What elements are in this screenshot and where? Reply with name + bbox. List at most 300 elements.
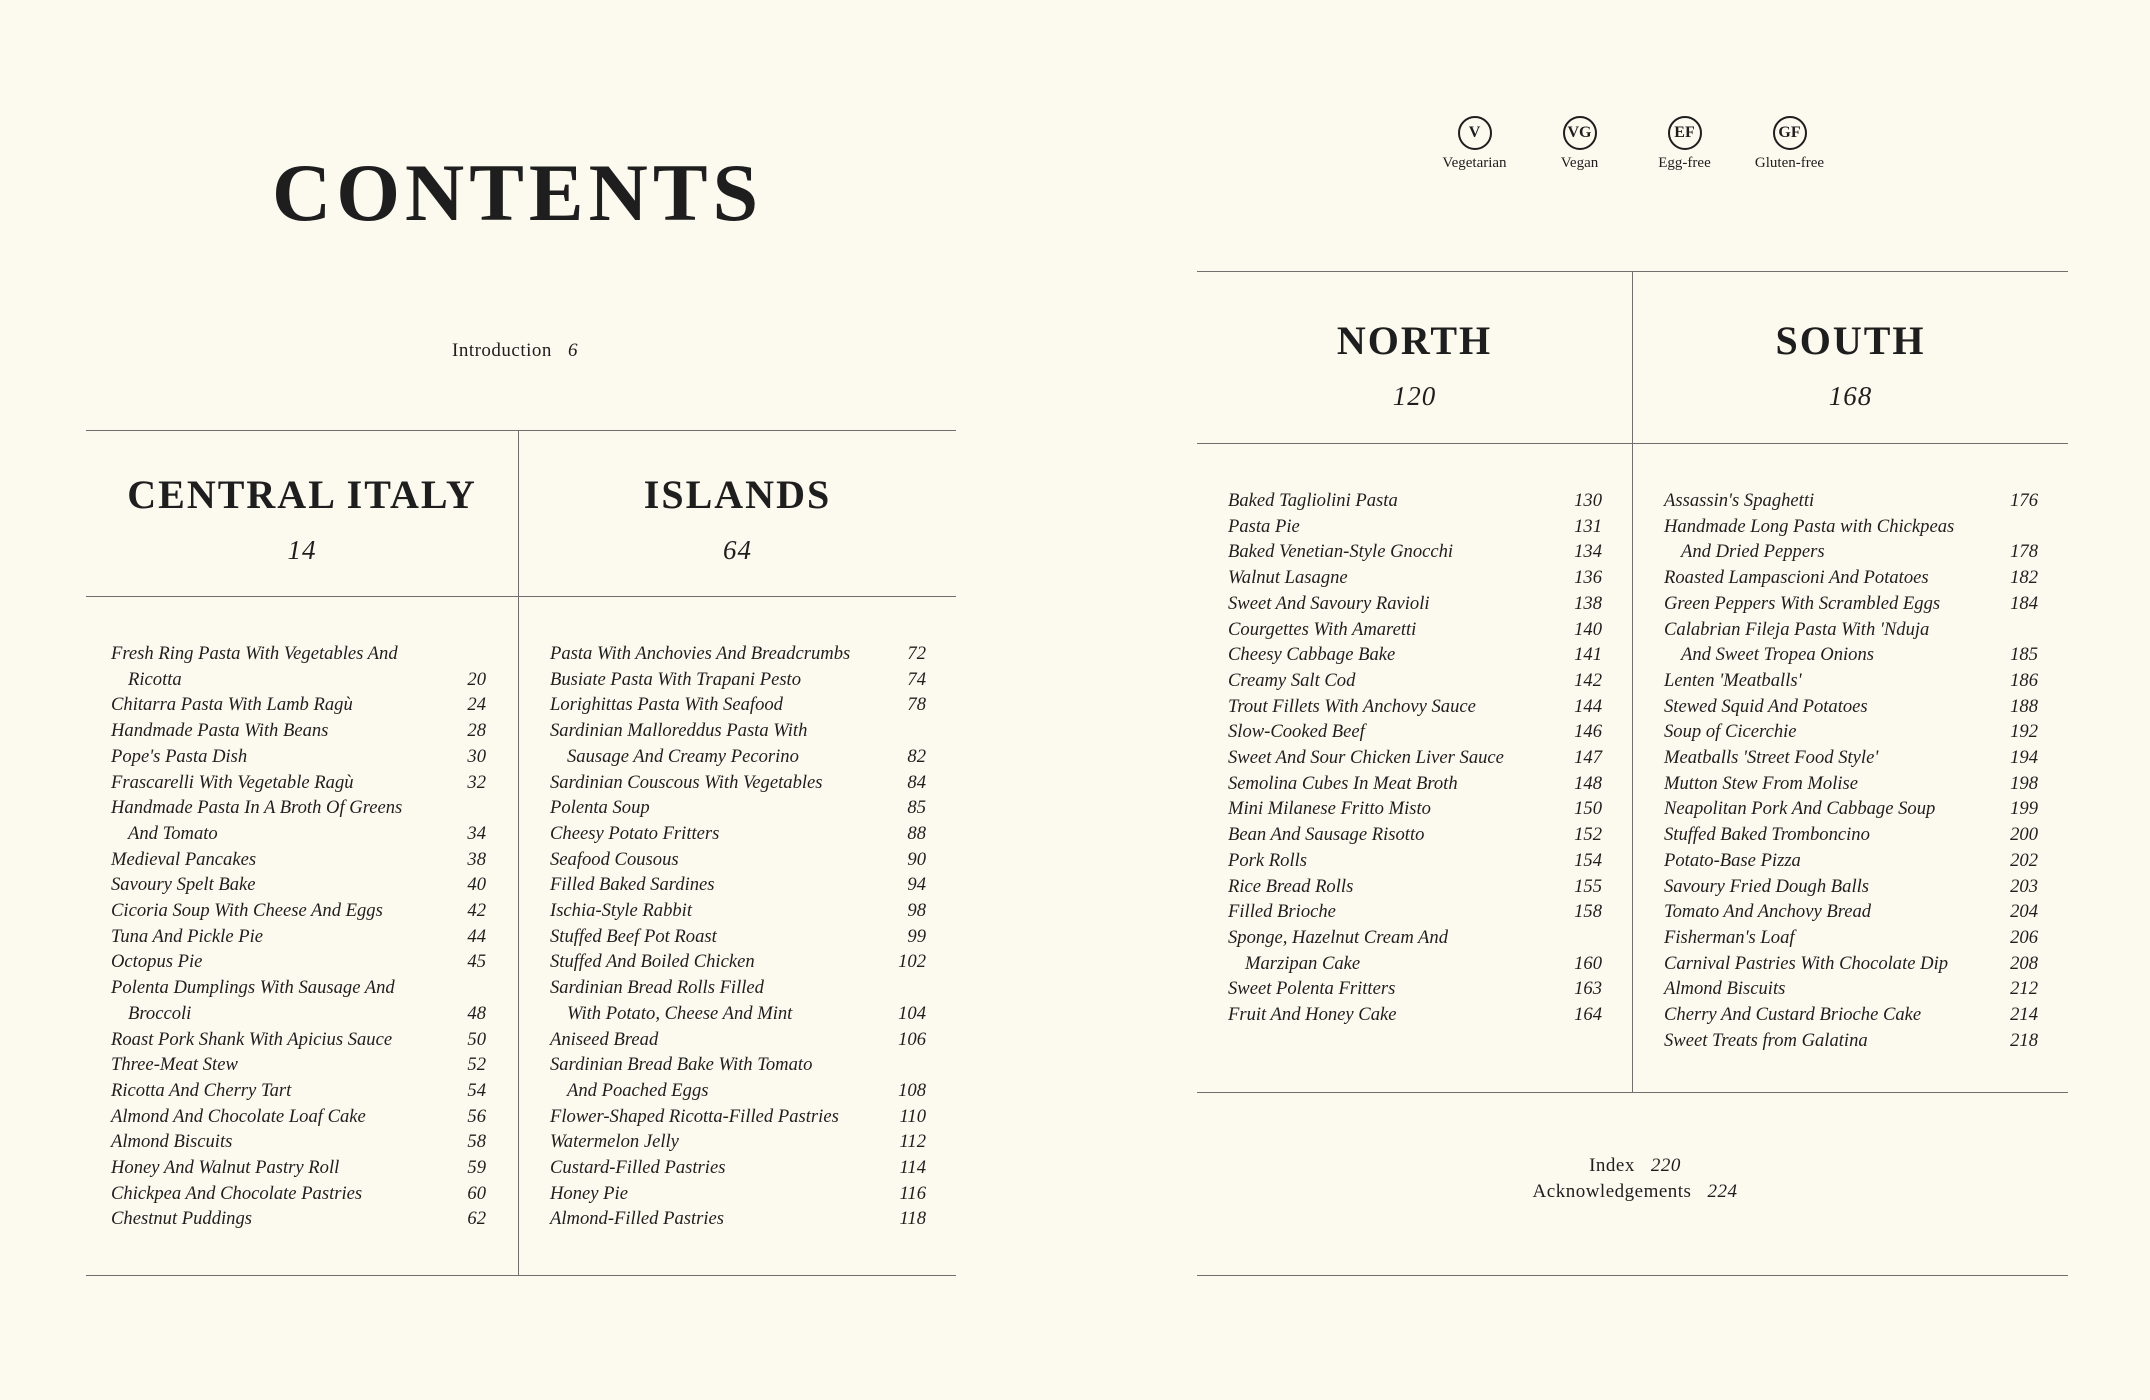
toc-entry[interactable]	[550, 1129, 926, 1155]
toc-entry-title-line: Stuffed Baked Tromboncino	[1664, 824, 1870, 846]
toc-entry-title	[1228, 617, 1572, 643]
section-header-central-italy[interactable]	[86, 472, 518, 566]
egg-free-icon: EF	[1668, 116, 1702, 150]
toc-link-introduction[interactable]	[452, 340, 578, 362]
toc-entry[interactable]	[1228, 822, 1602, 848]
toc-entry-title-line: Sardinian Bread Bake With Tomato	[550, 1054, 813, 1076]
introduction-label: Introduction	[452, 340, 552, 361]
toc-entry-page: 106	[898, 1028, 926, 1050]
toc-entry[interactable]	[1664, 976, 2038, 1002]
toc-entry-title	[111, 1155, 456, 1181]
toc-entry-page: 54	[467, 1079, 486, 1101]
toc-entry[interactable]	[550, 1155, 926, 1181]
vegetarian-icon: V	[1458, 116, 1492, 150]
toc-entry-title-line: Filled Baked Sardines	[550, 874, 715, 896]
toc-entry-title-line: Carnival Pastries With Chocolate Dip	[1664, 952, 1949, 974]
toc-entry-title-line: Filled Brioche	[1228, 901, 1336, 923]
section-page: 120	[1392, 381, 1437, 411]
toc-entry-page: 160	[1574, 952, 1602, 974]
toc-entry-title	[1228, 745, 1572, 771]
toc-entry-title	[1664, 565, 2008, 591]
toc-entry-page: 134	[1574, 541, 1602, 563]
toc-entry-title	[1228, 514, 1572, 540]
toc-entry-title-line: Ischia-Style Rabbit	[550, 900, 692, 922]
toc-entry-title	[1664, 617, 2008, 668]
toc-entry-title	[1228, 539, 1572, 565]
toc-entry-title-line: Sponge, Hazelnut Cream And	[1228, 926, 1449, 948]
legend-gluten-free	[1737, 116, 1842, 172]
toc-entry[interactable]	[550, 924, 926, 950]
toc-entry-title-line: Fisherman's Loaf	[1664, 926, 1795, 948]
toc-entry-title	[1228, 899, 1572, 925]
toc-entry-title	[550, 872, 896, 898]
toc-entry-title	[111, 949, 456, 975]
toc-entry-title-continuation: Marzipan Cake	[1245, 952, 1361, 974]
toc-entry[interactable]	[1228, 976, 1602, 1002]
back-matter-list	[1420, 1153, 1850, 1205]
toc-entry[interactable]	[111, 1104, 486, 1130]
toc-entry-title	[1664, 591, 2008, 617]
toc-entry-title	[550, 975, 896, 1026]
toc-entry-page: 202	[2010, 849, 2038, 871]
toc-entry[interactable]	[1664, 951, 2038, 977]
toc-entry-title-line: Savoury Spelt Bake	[111, 874, 256, 896]
toc-entry-title	[550, 1155, 896, 1181]
toc-list-north	[1228, 488, 1602, 1028]
toc-entry[interactable]	[1228, 925, 1602, 976]
toc-entry[interactable]	[111, 1181, 486, 1207]
toc-entry-page: 144	[1574, 695, 1602, 717]
toc-entry-page: 99	[907, 925, 926, 947]
toc-entry-page: 28	[467, 720, 486, 742]
toc-entry-title-line: Honey And Walnut Pastry Roll	[111, 1157, 340, 1179]
section-page: 168	[1828, 381, 1873, 411]
dietary-legend	[1422, 116, 1842, 172]
toc-entry-title	[111, 1052, 456, 1078]
toc-entry[interactable]	[1664, 617, 2038, 668]
toc-entry-page: 148	[1574, 772, 1602, 794]
toc-entry[interactable]	[111, 718, 486, 744]
toc-entry-title-line: Semolina Cubes In Meat Broth	[1228, 772, 1458, 794]
toc-entry-title	[1664, 874, 2008, 900]
toc-entry-title-line: Cicoria Soup With Cheese And Eggs	[111, 900, 383, 922]
toc-entry-page: 30	[467, 745, 486, 767]
toc-entry[interactable]	[550, 795, 926, 821]
toc-entry-title	[550, 641, 896, 667]
toc-entry-page: 78	[907, 694, 926, 716]
toc-entry[interactable]	[1228, 539, 1602, 565]
toc-entry-title-line: Sardinian Couscous With Vegetables	[550, 771, 823, 793]
toc-entry-title-line: Pasta Pie	[1228, 515, 1300, 537]
toc-entry-title-line: Walnut Lasagne	[1228, 567, 1348, 589]
toc-link-acknowledgements[interactable]	[1420, 1179, 1850, 1205]
toc-entry-title	[550, 1129, 896, 1155]
divider-bottom-left	[86, 1275, 956, 1276]
toc-entry-page: 72	[907, 643, 926, 664]
toc-entry[interactable]	[550, 898, 926, 924]
legend-egg-free	[1632, 116, 1737, 172]
toc-entry-page: 98	[907, 900, 926, 922]
toc-entry-page: 146	[1574, 721, 1602, 743]
toc-entry-page: 34	[467, 822, 486, 844]
toc-entry[interactable]	[550, 821, 926, 847]
toc-entry-page: 118	[899, 1208, 926, 1230]
toc-entry-title	[550, 847, 896, 873]
toc-entry-title-line: Assassin's Spaghetti	[1664, 490, 1815, 511]
toc-entry-page: 176	[2010, 490, 2038, 511]
toc-entry-title-line: Sweet Treats from Galatina	[1664, 1029, 1868, 1051]
toc-list-south	[1664, 488, 2038, 1053]
toc-entry[interactable]	[550, 1027, 926, 1053]
toc-entry-page: 32	[467, 771, 486, 793]
toc-entry[interactable]	[1228, 771, 1602, 797]
toc-entry[interactable]	[1664, 1002, 2038, 1028]
toc-entry-page: 102	[898, 951, 926, 973]
toc-entry[interactable]	[550, 872, 926, 898]
toc-entry-page: 42	[467, 900, 486, 922]
toc-entry-title	[1664, 796, 2008, 822]
toc-entry-title-line: Sardinian Bread Rolls Filled	[550, 977, 764, 999]
toc-entry-page: 218	[2010, 1029, 2038, 1051]
toc-entry[interactable]	[550, 692, 926, 718]
toc-entry-title	[1228, 822, 1572, 848]
legend-vegetarian	[1422, 116, 1527, 172]
toc-entry[interactable]	[550, 770, 926, 796]
toc-entry-page: 184	[2010, 592, 2038, 614]
toc-entry-title-line: Green Peppers With Scrambled Eggs	[1664, 592, 1941, 614]
toc-entry-title	[1228, 488, 1572, 514]
toc-entry[interactable]	[111, 924, 486, 950]
toc-entry-title	[1228, 976, 1572, 1002]
toc-entry[interactable]	[111, 1078, 486, 1104]
toc-entry-page: 203	[2010, 875, 2038, 897]
toc-entry-title	[1664, 822, 2008, 848]
toc-list-central-italy	[111, 641, 486, 1232]
toc-entry-title-line: Savoury Fried Dough Balls	[1664, 875, 1870, 897]
toc-entry-title	[111, 847, 456, 873]
toc-entry-title	[1664, 745, 2008, 771]
toc-entry-title	[1228, 642, 1572, 668]
toc-entry-title	[550, 949, 896, 975]
toc-entry[interactable]	[111, 744, 486, 770]
toc-entry[interactable]	[1228, 899, 1602, 925]
toc-entry-page: 199	[2010, 798, 2038, 820]
toc-entry[interactable]	[1664, 899, 2038, 925]
toc-entry-title-line: Aniseed Bread	[550, 1028, 659, 1050]
toc-entry[interactable]	[1228, 745, 1602, 771]
introduction-page: 6	[567, 340, 578, 361]
toc-entry-page: 178	[2010, 541, 2038, 563]
toc-entry-title-line: Octopus Pie	[111, 951, 203, 973]
acknowledgements-label: Acknowledgements	[1532, 1181, 1692, 1202]
toc-entry-title	[550, 770, 896, 796]
toc-entry[interactable]	[1228, 488, 1602, 514]
toc-entry-title-line: Bean And Sausage Risotto	[1228, 824, 1425, 846]
toc-entry-title-line: Soup of Cicerchie	[1664, 721, 1797, 743]
toc-entry-page: 150	[1574, 798, 1602, 820]
toc-entry-page: 142	[1574, 669, 1602, 691]
toc-entry[interactable]	[111, 1052, 486, 1078]
toc-entry[interactable]	[550, 641, 926, 667]
toc-entry-title-line: Polenta Soup	[550, 797, 650, 819]
toc-entry-title	[111, 975, 456, 1026]
toc-entry[interactable]	[550, 847, 926, 873]
vegan-icon: VG	[1563, 116, 1597, 150]
toc-entry-title	[1228, 1002, 1572, 1028]
toc-entry[interactable]	[111, 692, 486, 718]
toc-entry[interactable]	[111, 1129, 486, 1155]
toc-entry-title	[550, 821, 896, 847]
toc-entry-title-line: Flower-Shaped Ricotta-Filled Pastries	[550, 1105, 839, 1127]
toc-entry-page: 200	[2010, 824, 2038, 846]
toc-entry-page: 214	[2010, 1004, 2038, 1026]
toc-entry-title-line: Cheesy Potato Fritters	[550, 822, 720, 844]
toc-entry-page: 192	[2010, 721, 2038, 743]
section-header-islands[interactable]	[519, 472, 956, 566]
toc-entry-title	[1228, 925, 1572, 976]
toc-entry-title	[111, 872, 456, 898]
toc-entry[interactable]	[1228, 617, 1602, 643]
toc-entry-title-line: Medieval Pancakes	[111, 848, 257, 870]
toc-entry-title-line: Almond Biscuits	[1664, 978, 1786, 1000]
toc-entry-title-line: Trout Fillets With Anchovy Sauce	[1228, 695, 1476, 717]
toc-entry-page: 147	[1574, 747, 1602, 769]
toc-entry-title-line: Pork Rolls	[1228, 849, 1308, 871]
section-title: SOUTH	[1775, 318, 1926, 363]
toc-entry[interactable]	[1664, 874, 2038, 900]
toc-entry-page: 84	[907, 771, 926, 793]
toc-entry-title	[1228, 565, 1572, 591]
toc-entry-title	[1228, 694, 1572, 720]
toc-entry-title	[111, 718, 456, 744]
toc-entry-title	[111, 1104, 456, 1130]
toc-entry-title	[550, 718, 896, 769]
divider-lists-bottom-right	[1197, 1092, 2068, 1093]
toc-entry-title-line: Fresh Ring Pasta With Vegetables And	[111, 643, 398, 664]
legend-label: Vegan	[1560, 155, 1599, 171]
toc-entry-page: 74	[907, 668, 926, 690]
toc-entry[interactable]	[550, 667, 926, 693]
toc-entry[interactable]	[111, 770, 486, 796]
toc-entry[interactable]	[550, 1181, 926, 1207]
toc-entry-title	[1664, 514, 2008, 565]
toc-entry-title	[111, 744, 456, 770]
toc-entry-page: 40	[467, 874, 486, 896]
toc-entry-title	[550, 1104, 896, 1130]
toc-entry[interactable]	[550, 718, 926, 769]
toc-entry[interactable]	[111, 847, 486, 873]
toc-entry-title-line: Frascarelli With Vegetable Ragù	[111, 771, 354, 793]
toc-entry[interactable]	[1228, 694, 1602, 720]
toc-entry-title-line: Baked Venetian-Style Gnocchi	[1228, 541, 1454, 563]
toc-entry-title-line: Almond-Filled Pastries	[550, 1208, 725, 1230]
toc-entry[interactable]	[111, 898, 486, 924]
toc-entry-title-line: Sweet Polenta Fritters	[1228, 978, 1396, 1000]
toc-entry-title	[1664, 899, 2008, 925]
legend-vegan	[1527, 116, 1632, 172]
toc-entry-title-line: Busiate Pasta With Trapani Pesto	[550, 668, 802, 690]
toc-entry[interactable]	[111, 872, 486, 898]
toc-entry[interactable]	[1664, 796, 2038, 822]
toc-entry-title-line: Calabrian Fileja Pasta With 'Nduja	[1664, 618, 1930, 640]
legend-label: Egg-free	[1658, 155, 1711, 171]
toc-entry-title-line: Sweet And Savoury Ravioli	[1228, 592, 1430, 614]
toc-entry[interactable]	[1664, 514, 2038, 565]
toc-entry-title	[1228, 874, 1572, 900]
toc-entry-page: 194	[2010, 747, 2038, 769]
toc-entry-title-line: Stuffed Beef Pot Roast	[550, 925, 717, 947]
toc-entry-title-line: Seafood Cousous	[550, 848, 679, 870]
toc-entry[interactable]	[1228, 796, 1602, 822]
divider-head-left	[86, 596, 956, 597]
toc-entry-page: 20	[467, 668, 486, 690]
toc-entry-page: 154	[1574, 849, 1602, 871]
toc-entry-title	[111, 1181, 456, 1207]
toc-entry-page: 212	[2010, 978, 2038, 1000]
toc-entry[interactable]	[1228, 514, 1602, 540]
toc-entry-title	[550, 667, 896, 693]
toc-entry-title	[1664, 488, 2008, 514]
toc-entry-title-line: Handmade Pasta With Beans	[111, 720, 329, 742]
acknowledgements-page: 224	[1707, 1181, 1738, 1202]
toc-entry-title-continuation: And Tomato	[128, 822, 218, 844]
toc-entry-page: 59	[467, 1157, 486, 1179]
toc-entry-title-continuation: And Dried Peppers	[1681, 541, 1825, 563]
toc-entry-page: 136	[1574, 567, 1602, 589]
legend-label: Gluten-free	[1754, 155, 1825, 171]
toc-entry-title-line: Handmade Pasta In A Broth Of Greens	[111, 797, 403, 819]
toc-entry[interactable]	[111, 641, 486, 692]
toc-entry-title	[111, 641, 456, 692]
toc-entry[interactable]	[1228, 591, 1602, 617]
toc-entry[interactable]	[1664, 848, 2038, 874]
toc-entry-title-line: Baked Tagliolini Pasta	[1228, 490, 1398, 511]
toc-entry-title-continuation: And Poached Eggs	[567, 1079, 709, 1101]
toc-entry[interactable]	[111, 1206, 486, 1232]
toc-entry-title-line: Potato-Base Pizza	[1664, 849, 1801, 871]
divider-top-left	[86, 430, 956, 431]
toc-entry-page: 44	[467, 925, 486, 947]
toc-entry[interactable]	[1228, 848, 1602, 874]
toc-entry[interactable]	[1664, 745, 2038, 771]
toc-entry[interactable]	[550, 1052, 926, 1103]
toc-link-index[interactable]	[1420, 1153, 1850, 1179]
toc-entry[interactable]	[550, 1104, 926, 1130]
toc-entry-title	[550, 1052, 896, 1103]
toc-entry-title	[550, 924, 896, 950]
toc-entry[interactable]	[1664, 694, 2038, 720]
toc-entry-title	[1664, 694, 2008, 720]
toc-entry[interactable]	[111, 1027, 486, 1053]
toc-entry[interactable]	[1664, 668, 2038, 694]
toc-entry-title	[111, 1078, 456, 1104]
toc-entry[interactable]	[1664, 565, 2038, 591]
toc-entry-page: 24	[467, 694, 486, 716]
toc-entry-page: 163	[1574, 978, 1602, 1000]
toc-entry[interactable]	[1664, 1028, 2038, 1054]
toc-entry-title-line: Stewed Squid And Potatoes	[1664, 695, 1868, 717]
toc-entry[interactable]	[1228, 1002, 1602, 1028]
toc-entry[interactable]	[1228, 565, 1602, 591]
toc-entry-title	[1664, 951, 2008, 977]
toc-entry[interactable]	[1664, 719, 2038, 745]
toc-entry[interactable]	[1228, 719, 1602, 745]
toc-entry-title-continuation: Ricotta	[128, 668, 182, 690]
toc-entry-title	[1228, 591, 1572, 617]
section-title: ISLANDS	[643, 472, 832, 517]
toc-entry-page: 182	[2010, 567, 2038, 589]
toc-entry-title-line: Mini Milanese Fritto Misto	[1228, 798, 1431, 820]
toc-entry[interactable]	[550, 949, 926, 975]
toc-entry-title	[111, 898, 456, 924]
toc-entry-page: 82	[907, 745, 926, 767]
toc-entry[interactable]	[550, 975, 926, 1026]
toc-entry-page: 114	[899, 1157, 926, 1179]
toc-entry[interactable]	[550, 1206, 926, 1232]
toc-list-islands	[550, 641, 926, 1232]
toc-entry-title-line: Pasta With Anchovies And Breadcrumbs	[550, 643, 851, 664]
section-header-south[interactable]	[1633, 318, 2068, 412]
toc-entry[interactable]	[1664, 488, 2038, 514]
index-page: 220	[1650, 1155, 1681, 1176]
section-page: 14	[287, 535, 317, 565]
toc-entry-title	[111, 1206, 456, 1232]
toc-entry-title	[1664, 925, 2008, 951]
toc-entry-title	[1664, 1002, 2008, 1028]
toc-entry-page: 56	[467, 1105, 486, 1127]
toc-entry-title-line: Roasted Lampascioni And Potatoes	[1664, 567, 1929, 589]
toc-entry-page: 94	[907, 874, 926, 896]
toc-entry-title	[111, 924, 456, 950]
toc-entry-title	[550, 795, 896, 821]
toc-entry-title-continuation: Broccoli	[128, 1002, 192, 1024]
toc-entry-title	[550, 1181, 896, 1207]
toc-entry-title-line: Three-Meat Stew	[111, 1054, 238, 1076]
toc-entry-title	[550, 1206, 896, 1232]
toc-entry[interactable]	[111, 1155, 486, 1181]
index-label: Index	[1589, 1155, 1635, 1176]
page-title: CONTENTS	[272, 147, 764, 238]
section-header-north[interactable]	[1197, 318, 1632, 412]
toc-entry[interactable]	[1228, 874, 1602, 900]
toc-entry[interactable]	[1664, 591, 2038, 617]
toc-entry-title-line: Custard-Filled Pastries	[550, 1157, 726, 1179]
toc-entry[interactable]	[111, 795, 486, 846]
toc-entry[interactable]	[1228, 668, 1602, 694]
toc-entry[interactable]	[1228, 642, 1602, 668]
toc-entry-page: 138	[1574, 592, 1602, 614]
toc-entry-page: 141	[1574, 644, 1602, 666]
toc-entry-page: 130	[1574, 490, 1602, 511]
toc-entry-page: 62	[467, 1208, 486, 1230]
toc-entry-title	[1664, 848, 2008, 874]
toc-entry-title	[111, 1027, 456, 1053]
legend-label: Vegetarian	[1442, 155, 1507, 171]
toc-entry[interactable]	[111, 975, 486, 1026]
toc-entry-title-line: Fruit And Honey Cake	[1228, 1004, 1397, 1026]
toc-entry[interactable]	[111, 949, 486, 975]
toc-entry[interactable]	[1664, 822, 2038, 848]
toc-entry-page: 152	[1574, 824, 1602, 846]
toc-entry-title-line: Cherry And Custard Brioche Cake	[1664, 1004, 1922, 1026]
toc-entry[interactable]	[1664, 925, 2038, 951]
toc-entry-title-line: Lenten 'Meatballs'	[1664, 669, 1802, 691]
toc-entry-title	[111, 692, 456, 718]
toc-entry-page: 104	[898, 1002, 926, 1024]
toc-entry[interactable]	[1664, 771, 2038, 797]
toc-entry-title-line: Honey Pie	[550, 1182, 628, 1204]
toc-entry-title-line: Polenta Dumplings With Sausage And	[111, 977, 395, 999]
